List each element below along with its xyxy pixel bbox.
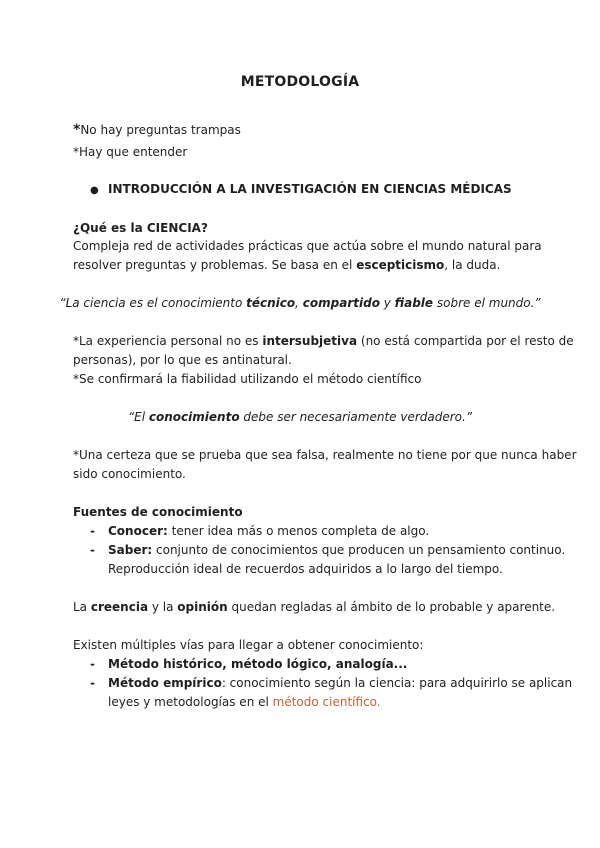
list-item-methods-text: Método histórico, método lógico, analogía... (108, 657, 408, 671)
sources-heading: Fuentes de conocimiento (73, 505, 243, 519)
belief-bold-2: opinión (177, 600, 228, 614)
quote2-post: debe ser necesariamente verdadero.” (239, 410, 473, 424)
list-item-term: Saber: (108, 543, 153, 557)
list-dash: - (90, 543, 95, 557)
scientific-method-link[interactable]: método científico. (272, 695, 381, 709)
list-item-saber (108, 541, 565, 560)
list-item-text: tener idea más o menos completa de algo. (167, 524, 430, 538)
quote1-bold-1: técnico (246, 296, 296, 310)
list-item-empirical (108, 674, 572, 693)
list-item-saber-continuation: Reproducción ideal de recuerdos adquiridos a lo largo del tiempo. (108, 562, 503, 576)
definition-line-2-pre: resolver preguntas y problemas. Se basa en el (73, 258, 357, 272)
asterisk-mark: * (73, 122, 81, 138)
quote-knowledge (0, 408, 600, 427)
list-item-empirical-continuation (108, 693, 381, 712)
quote1-post: sobre el mundo.” (433, 296, 541, 310)
para2-bold-term: intersubjetiva (262, 334, 358, 348)
list-dash: - (90, 676, 95, 690)
note-2: *Hay que entender (73, 145, 188, 159)
para2-line-1 (73, 332, 574, 351)
quote1-sep-1: , (295, 296, 303, 310)
list-item-conocer (108, 522, 429, 541)
list-item-text: : conocimiento según la ciencia: para adquirirlo se aplican (221, 676, 573, 690)
para2-line-3: *Se confirmará la fiabilidad utilizando el método científico (73, 372, 422, 386)
list-item-text: conjunto de conocimientos que producen un pensamiento continuo. (152, 543, 566, 557)
continuation-text: leyes y metodologías en el (108, 695, 273, 709)
quote1-sep-2: y (379, 296, 395, 310)
para3-line-2: sido conocimiento. (73, 467, 186, 481)
list-dash: - (90, 657, 95, 671)
list-dash: - (90, 524, 95, 538)
ways-intro: Existen múltiples vías para llegar a obtener conocimiento: (73, 638, 424, 652)
definition-line-1: Compleja red de actividades prácticas que actúa sobre el mundo natural para (73, 239, 542, 253)
page-title: METODOLOGÍA (240, 74, 360, 90)
list-item-term: Conocer: (108, 524, 168, 538)
quote1-pre: “La ciencia es el conocimiento (59, 296, 247, 310)
quote1-bold-2: compartido (302, 296, 380, 310)
quote2-bold: conocimiento (148, 410, 240, 424)
section-heading: INTRODUCCIÓN A LA INVESTIGACIÓN EN CIENCIAS MÉDICAS (108, 182, 512, 196)
note-1-text: *No hay preguntas trampas (73, 122, 241, 138)
belief-mid: y la (148, 600, 178, 614)
definition-line-2-post: , la duda. (444, 258, 501, 272)
quote1-bold-3: fiable (394, 296, 434, 310)
definition-bold-term: escepticismo (356, 258, 445, 272)
quote-science (0, 294, 600, 313)
para2-line-1-post: (no está compartida por el resto de (357, 334, 574, 348)
definition-line-2 (73, 256, 500, 275)
belief-paragraph (73, 598, 555, 617)
para2-line-1-pre: *La experiencia personal no es (73, 334, 263, 348)
para2-line-2: personas), por lo que es antinatural. (73, 353, 292, 367)
quote2-pre: “El (127, 410, 149, 424)
belief-pre: La (73, 600, 91, 614)
belief-post: quedan regladas al ámbito de lo probable y aparente. (227, 600, 556, 614)
list-item-term: Método empírico (108, 676, 222, 690)
question-heading: ¿Qué es la CIENCIA? (73, 221, 208, 235)
list-item-methods (108, 655, 407, 674)
belief-bold-1: creencia (90, 600, 149, 614)
note-1 (73, 121, 241, 140)
bullet-dot-icon: ● (90, 185, 99, 196)
para3-line-1: *Una certeza que se prueba que sea falsa, realmente no tiene por que nunca haber (73, 448, 577, 462)
